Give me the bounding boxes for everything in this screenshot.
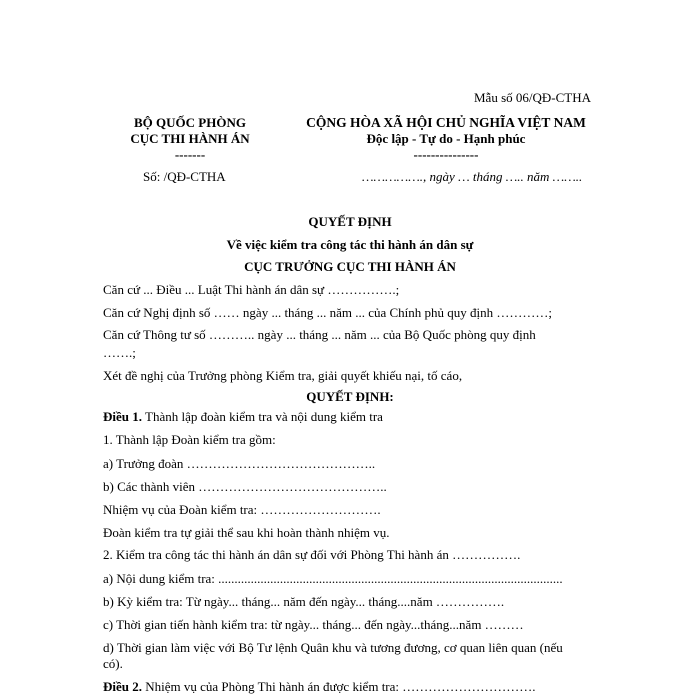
article-1-label: Điều 1. xyxy=(103,409,142,424)
working-time-line-cont: có). xyxy=(103,656,123,671)
proposal-basis: Xét đề nghị của Trưởng phòng Kiểm tra, giải quyết khiếu nại, tố cáo, xyxy=(103,368,463,383)
article-2 xyxy=(103,679,536,695)
national-title: CỘNG HÒA XÃ HỘI CHỦ NGHĨA VIỆT NAM xyxy=(306,115,586,130)
legal-basis-law: Căn cứ ... Điều ... Luật Thi hành án dân sự …………….; xyxy=(103,282,400,297)
inspection-team-heading: 1. Thành lập Đoàn kiểm tra gồm: xyxy=(103,432,276,447)
issuing-authority: CỤC TRƯỞNG CỤC THI HÀNH ÁN xyxy=(244,259,456,274)
document-subject: Về việc kiểm tra công tác thi hành án dân sự xyxy=(226,237,474,252)
team-leader-line: a) Trưởng đoàn …………………………………….. xyxy=(103,456,376,471)
issue-date: ……………., ngày … tháng ….. năm …….. xyxy=(362,169,583,184)
inspection-period-line: b) Kỳ kiểm tra: Từ ngày... tháng... năm đến ngày... tháng....năm ……………. xyxy=(103,594,505,609)
document-number: Số: /QĐ-CTHA xyxy=(143,169,226,184)
national-motto: Độc lập - Tự do - Hạnh phúc xyxy=(366,131,526,146)
left-header-divider: ------- xyxy=(174,147,206,162)
inspection-scope-heading: 2. Kiểm tra công tác thi hành án dân sự đối với Phòng Thi hành án ……………. xyxy=(103,547,521,562)
legal-basis-decree: Căn cứ Nghị định số …… ngày ... tháng ... năm ... của Chính phủ quy định …………; xyxy=(103,305,553,320)
department-name: CỤC THI HÀNH ÁN xyxy=(130,131,250,146)
document-title: QUYẾT ĐỊNH xyxy=(308,214,392,229)
inspection-time-line: c) Thời gian tiến hành kiểm tra: từ ngày... tháng... đến ngày...tháng...năm ……… xyxy=(103,617,524,632)
team-members-line: b) Các thành viên …………………………………….. xyxy=(103,479,387,494)
legal-basis-circular-cont: …….; xyxy=(103,345,136,360)
team-duty-line: Nhiệm vụ của Đoàn kiểm tra: ………………………. xyxy=(103,502,381,517)
form-number: Mẫu số 06/QĐ-CTHA xyxy=(474,90,591,105)
ministry-name: BỘ QUỐC PHÒNG xyxy=(134,115,246,130)
decision-heading: QUYẾT ĐỊNH: xyxy=(306,389,394,404)
article-1 xyxy=(103,409,383,425)
article-2-text: Nhiệm vụ của Phòng Thi hành án được kiểm tra: …………………………. xyxy=(142,679,536,694)
right-header-divider: --------------- xyxy=(413,147,479,162)
article-1-text: Thành lập đoàn kiểm tra và nội dung kiểm tra xyxy=(142,409,383,424)
team-dissolve-line: Đoàn kiểm tra tự giải thể sau khi hoàn thành nhiệm vụ. xyxy=(103,525,390,540)
working-time-line: d) Thời gian làm việc với Bộ Tư lệnh Quân khu và tương đương, cơ quan liên quan (nếu xyxy=(103,640,563,655)
legal-basis-circular: Căn cứ Thông tư số ……….. ngày ... tháng ... năm ... của Bộ Quốc phòng quy định xyxy=(103,327,536,342)
article-2-label: Điều 2. xyxy=(103,679,142,694)
inspection-content-line: a) Nội dung kiểm tra: .......................................................................................................... xyxy=(103,571,563,586)
